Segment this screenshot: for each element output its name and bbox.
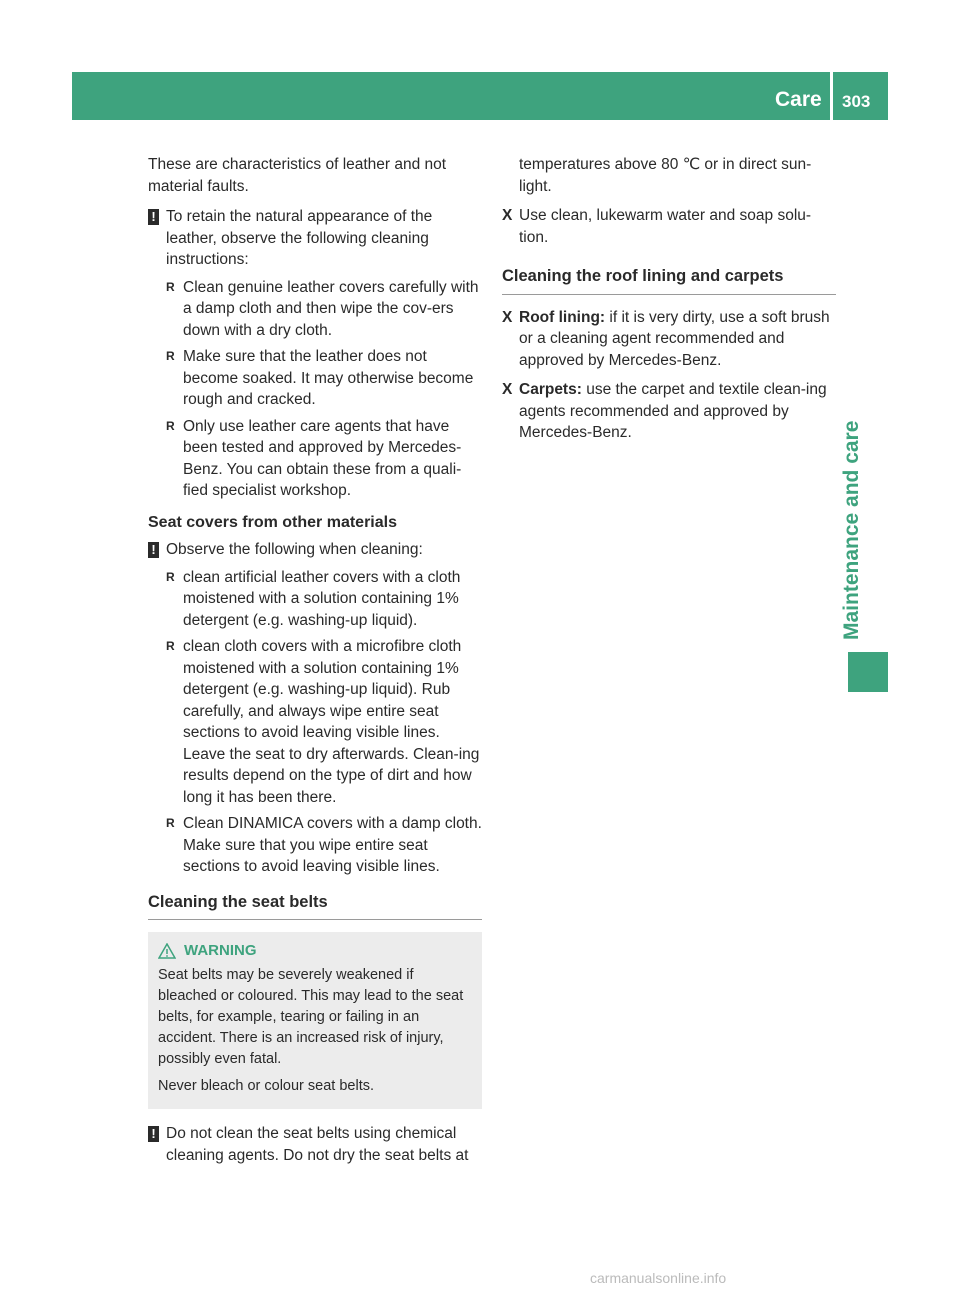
note-text: Do not clean the seat belts using chemical cleaning agents. Do not dry the seat belts at <box>166 1125 469 1164</box>
side-tab-marker <box>848 652 888 692</box>
bullet-icon: R <box>166 279 175 294</box>
bullet-icon: R <box>166 569 175 584</box>
arrow-icon: X <box>502 207 513 224</box>
bullet-icon: R <box>166 418 175 433</box>
warning-text: Never bleach or colour seat belts. <box>158 1078 374 1094</box>
bullet-icon: R <box>166 816 175 830</box>
bullet-icon: R <box>166 639 175 653</box>
step-item: X Use clean, lukewarm water and soap solu-tion. <box>502 207 812 246</box>
exclamation-icon: ! <box>148 1126 159 1142</box>
exclamation-icon: ! <box>148 209 159 225</box>
continuation-text: temperatures above 80 ℃ or in direct sun-light. <box>519 156 812 195</box>
warning-title: WARNING <box>158 940 472 961</box>
seat-belt-steps <box>502 205 836 248</box>
list-item: R clean cloth covers with a microfibre cloth moistened with a solution containing 1% detergent (e.g. washing-up liquid). Rub carefully, and always wipe entire seat sections to avoid leaving visible lines. Leave the seat to dry afterwards. Clean-ing results depend on the type of dirt and how long it has been there. <box>166 638 480 806</box>
left-column <box>148 154 482 1172</box>
note-text: Observe the following when cleaning: <box>166 541 423 558</box>
roof-carpet-steps <box>502 307 836 444</box>
header-bar <box>72 72 888 120</box>
seat-belts-heading: Cleaning the seat belts <box>148 892 482 921</box>
right-column <box>502 154 836 452</box>
side-tab-label: Maintenance and care <box>840 420 863 640</box>
header-divider <box>830 72 833 120</box>
page-number: 303 <box>842 92 871 111</box>
warning-box <box>148 932 482 1109</box>
list-item: R Clean DINAMICA covers with a damp cloth. Make sure that you wipe entire seat sections to avoid leaving visible lines. <box>166 815 482 875</box>
leather-bullets <box>166 277 482 502</box>
roof-carpets-heading: Cleaning the roof lining and carpets <box>502 266 836 295</box>
note-seat-covers <box>148 539 482 561</box>
note-text: To retain the natural appearance of the leather, observe the following cleaning instructions: <box>166 208 433 268</box>
list-item: R clean artificial leather covers with a cloth moistened with a solution containing 1% detergent (e.g. washing-up liquid). <box>166 568 461 629</box>
seat-covers-heading: Seat covers from other materials <box>148 513 397 531</box>
exclamation-icon: ! <box>148 542 159 558</box>
list-item: R Clean genuine leather covers carefully with a damp cloth and then wipe the cov-ers down with a dry cloth. <box>166 278 479 339</box>
list-item: R Only use leather care agents that have been tested and approved by Mercedes-Benz. You can obtain these from a quali-fied specialist workshop. <box>166 417 462 499</box>
seat-cover-bullets <box>166 567 482 878</box>
intro-text: These are characteristics of leather and not material faults. <box>148 156 447 195</box>
step-item: X Carpets: use the carpet and textile clean-ing agents recommended and approved by Mercedes-Benz. <box>502 381 827 441</box>
warning-triangle-icon <box>158 943 176 959</box>
bullet-icon: R <box>166 349 175 363</box>
arrow-icon: X <box>502 308 513 326</box>
step-item: X Roof lining: if it is very dirty, use a soft brush or a cleaning agent recommended and approved by Mercedes-Benz. <box>502 308 830 369</box>
section-title: Care <box>775 88 822 111</box>
note-leather <box>148 206 482 271</box>
warning-text: Seat belts may be severely weakened if bleached or coloured. This may lead to the seat belts, for example, tearing or failing in an accident. There is an increased risk of injury, possibly even fatal. <box>158 967 464 1067</box>
footer-watermark: carmanualsonline.info <box>590 1270 727 1286</box>
arrow-icon: X <box>502 381 513 398</box>
note-seat-belts <box>148 1123 482 1166</box>
list-item: R Make sure that the leather does not become soaked. It may otherwise become rough and cracked. <box>166 348 474 408</box>
